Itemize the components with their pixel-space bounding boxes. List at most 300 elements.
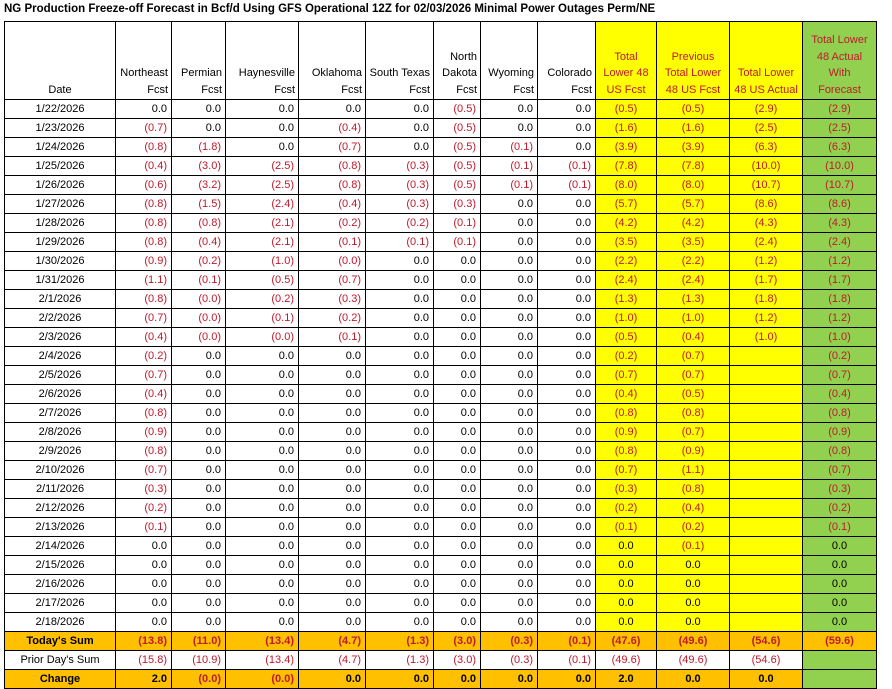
value-cell: 0.0 xyxy=(116,594,172,613)
value-cell: 0.0 xyxy=(538,385,596,404)
value-cell: 0.0 xyxy=(226,594,299,613)
value-cell: 0.0 xyxy=(366,100,434,119)
value-cell: 0.0 xyxy=(299,613,366,632)
value-cell: 0.0 xyxy=(366,442,434,461)
value-cell: 0.0 xyxy=(434,366,481,385)
value-cell: (1.0) xyxy=(657,309,730,328)
value-cell: 0.0 xyxy=(481,366,538,385)
value-cell: (13.4) xyxy=(226,651,299,670)
table-row xyxy=(5,404,877,423)
value-cell: 0.0 xyxy=(481,613,538,632)
value-cell: 0.0 xyxy=(538,195,596,214)
column-header: Total Lower 48 US Fcst xyxy=(596,22,657,100)
value-cell: 0.0 xyxy=(538,537,596,556)
row-label-cell: 2/16/2026 xyxy=(5,575,116,594)
value-cell: 0.0 xyxy=(538,309,596,328)
value-cell: (0.3) xyxy=(116,480,172,499)
value-cell: (0.7) xyxy=(803,461,877,480)
value-cell: 0.0 xyxy=(481,290,538,309)
value-cell: (1.3) xyxy=(366,632,434,651)
value-cell: 0.0 xyxy=(481,195,538,214)
value-cell: (2.4) xyxy=(226,195,299,214)
value-cell: 0.0 xyxy=(366,309,434,328)
value-cell: (0.2) xyxy=(116,347,172,366)
value-cell: 0.0 xyxy=(226,613,299,632)
value-cell: 0.0 xyxy=(538,480,596,499)
value-cell: (0.1) xyxy=(538,176,596,195)
value-cell: (0.2) xyxy=(172,252,226,271)
value-cell: 0.0 xyxy=(538,518,596,537)
value-cell xyxy=(730,347,803,366)
value-cell: (0.1) xyxy=(538,632,596,651)
value-cell: (10.9) xyxy=(172,651,226,670)
value-cell: (0.2) xyxy=(596,347,657,366)
value-cell: 0.0 xyxy=(366,556,434,575)
value-cell: 0.0 xyxy=(299,537,366,556)
value-cell: (2.2) xyxy=(657,252,730,271)
value-cell: 0.0 xyxy=(366,518,434,537)
value-cell: 0.0 xyxy=(366,670,434,689)
value-cell: 0.0 xyxy=(172,556,226,575)
value-cell: (3.0) xyxy=(172,157,226,176)
value-cell: 0.0 xyxy=(226,461,299,480)
value-cell: 0.0 xyxy=(481,404,538,423)
value-cell: (47.6) xyxy=(596,632,657,651)
value-cell: 0.0 xyxy=(116,537,172,556)
change-row xyxy=(5,670,877,689)
value-cell: (0.7) xyxy=(116,461,172,480)
value-cell: 0.0 xyxy=(538,138,596,157)
value-cell: 0.0 xyxy=(538,328,596,347)
value-cell: (0.6) xyxy=(116,176,172,195)
value-cell: 0.0 xyxy=(538,442,596,461)
value-cell: 0.0 xyxy=(481,442,538,461)
row-label-cell: Today's Sum xyxy=(5,632,116,651)
value-cell xyxy=(730,385,803,404)
value-cell: (0.3) xyxy=(299,290,366,309)
value-cell: 0.0 xyxy=(226,404,299,423)
value-cell: 0.0 xyxy=(481,385,538,404)
value-cell: (1.2) xyxy=(730,252,803,271)
value-cell: (2.4) xyxy=(730,233,803,252)
value-cell xyxy=(730,423,803,442)
value-cell: 0.0 xyxy=(226,556,299,575)
value-cell: 0.0 xyxy=(657,670,730,689)
row-label-cell: 2/4/2026 xyxy=(5,347,116,366)
value-cell: 0.0 xyxy=(366,594,434,613)
value-cell: (0.5) xyxy=(434,119,481,138)
value-cell: (8.6) xyxy=(730,195,803,214)
table-row xyxy=(5,233,877,252)
value-cell xyxy=(730,537,803,556)
value-cell: (0.8) xyxy=(657,480,730,499)
value-cell: (0.9) xyxy=(596,423,657,442)
value-cell: (0.3) xyxy=(481,632,538,651)
value-cell: 0.0 xyxy=(481,480,538,499)
value-cell: (7.8) xyxy=(657,157,730,176)
table-row xyxy=(5,537,877,556)
value-cell: (0.0) xyxy=(299,252,366,271)
row-label-cell: 1/27/2026 xyxy=(5,195,116,214)
value-cell: (0.7) xyxy=(803,366,877,385)
value-cell: 0.0 xyxy=(299,518,366,537)
value-cell: (0.5) xyxy=(657,385,730,404)
value-cell: 0.0 xyxy=(172,499,226,518)
value-cell: (0.5) xyxy=(434,176,481,195)
table-row xyxy=(5,366,877,385)
value-cell: (0.1) xyxy=(481,176,538,195)
value-cell: (0.9) xyxy=(116,252,172,271)
value-cell: (0.4) xyxy=(803,385,877,404)
value-cell: (0.4) xyxy=(657,328,730,347)
value-cell: (0.2) xyxy=(116,499,172,518)
table-row xyxy=(5,556,877,575)
value-cell: (0.8) xyxy=(116,290,172,309)
value-cell: 0.0 xyxy=(434,271,481,290)
value-cell: (2.2) xyxy=(596,252,657,271)
value-cell: (54.6) xyxy=(730,632,803,651)
value-cell: 0.0 xyxy=(366,271,434,290)
prior-day-sum-row xyxy=(5,651,877,670)
value-cell: 0.0 xyxy=(172,594,226,613)
value-cell: (0.1) xyxy=(299,233,366,252)
value-cell: 0.0 xyxy=(434,480,481,499)
value-cell: 0.0 xyxy=(538,100,596,119)
value-cell: (2.4) xyxy=(657,271,730,290)
value-cell: (4.3) xyxy=(803,214,877,233)
value-cell: (0.0) xyxy=(172,290,226,309)
value-cell: (1.6) xyxy=(596,119,657,138)
row-label-cell: 1/31/2026 xyxy=(5,271,116,290)
table-row xyxy=(5,594,877,613)
value-cell: 0.0 xyxy=(434,404,481,423)
value-cell: 0.0 xyxy=(299,347,366,366)
value-cell: 2.0 xyxy=(116,670,172,689)
row-label-cell: 2/14/2026 xyxy=(5,537,116,556)
value-cell: 0.0 xyxy=(481,100,538,119)
value-cell: 0.0 xyxy=(172,613,226,632)
value-cell: (1.3) xyxy=(657,290,730,309)
value-cell: (10.0) xyxy=(730,157,803,176)
value-cell: (0.3) xyxy=(366,157,434,176)
value-cell: 0.0 xyxy=(116,613,172,632)
value-cell: (0.3) xyxy=(803,480,877,499)
value-cell: 0.0 xyxy=(366,423,434,442)
value-cell: 0.0 xyxy=(538,613,596,632)
row-label-cell: 2/9/2026 xyxy=(5,442,116,461)
value-cell: (0.7) xyxy=(116,366,172,385)
value-cell: (3.5) xyxy=(657,233,730,252)
value-cell: (0.8) xyxy=(116,404,172,423)
value-cell: (3.0) xyxy=(434,651,481,670)
value-cell: 0.0 xyxy=(538,271,596,290)
value-cell: 0.0 xyxy=(538,119,596,138)
row-label-cell: 1/25/2026 xyxy=(5,157,116,176)
value-cell: 0.0 xyxy=(434,575,481,594)
value-cell: 0.0 xyxy=(299,442,366,461)
value-cell: (1.3) xyxy=(596,290,657,309)
value-cell: 0.0 xyxy=(481,537,538,556)
column-header: Wyoming Fcst xyxy=(481,22,538,100)
value-cell: (0.2) xyxy=(803,499,877,518)
column-header: Total Lower 48 Actual With Forecast xyxy=(803,22,877,100)
value-cell: 0.0 xyxy=(226,423,299,442)
column-header: Oklahoma Fcst xyxy=(299,22,366,100)
table-row xyxy=(5,100,877,119)
value-cell: 0.0 xyxy=(226,480,299,499)
value-cell: (10.7) xyxy=(730,176,803,195)
table-row xyxy=(5,119,877,138)
value-cell: (8.0) xyxy=(596,176,657,195)
table-row xyxy=(5,328,877,347)
value-cell: 0.0 xyxy=(538,670,596,689)
row-label-cell: Prior Day's Sum xyxy=(5,651,116,670)
value-cell: 0.0 xyxy=(803,575,877,594)
freeze-off-forecast-table xyxy=(4,21,877,689)
table-row xyxy=(5,214,877,233)
value-cell: 0.0 xyxy=(481,271,538,290)
value-cell: (0.4) xyxy=(116,157,172,176)
row-label-cell: 2/3/2026 xyxy=(5,328,116,347)
value-cell: (2.4) xyxy=(803,233,877,252)
table-row xyxy=(5,480,877,499)
value-cell: 0.0 xyxy=(172,347,226,366)
table-row xyxy=(5,461,877,480)
value-cell: (8.0) xyxy=(657,176,730,195)
value-cell: (1.8) xyxy=(172,138,226,157)
value-cell: 0.0 xyxy=(226,575,299,594)
value-cell xyxy=(730,594,803,613)
value-cell: 0.0 xyxy=(366,537,434,556)
value-cell: 0.0 xyxy=(226,100,299,119)
value-cell: (10.7) xyxy=(803,176,877,195)
table-row xyxy=(5,252,877,271)
value-cell: (0.7) xyxy=(596,461,657,480)
value-cell: (2.9) xyxy=(803,100,877,119)
value-cell: 0.0 xyxy=(226,518,299,537)
value-cell: (0.4) xyxy=(172,233,226,252)
value-cell: 0.0 xyxy=(226,366,299,385)
value-cell: 0.0 xyxy=(172,537,226,556)
value-cell: 0.0 xyxy=(538,214,596,233)
value-cell: 0.0 xyxy=(226,537,299,556)
row-label-cell: 1/22/2026 xyxy=(5,100,116,119)
value-cell xyxy=(730,480,803,499)
value-cell: (0.4) xyxy=(116,385,172,404)
value-cell xyxy=(730,499,803,518)
value-cell: (11.0) xyxy=(172,632,226,651)
row-label-cell: 2/2/2026 xyxy=(5,309,116,328)
value-cell: (0.1) xyxy=(803,518,877,537)
value-cell: 0.0 xyxy=(803,594,877,613)
value-cell: 0.0 xyxy=(299,499,366,518)
value-cell: 0.0 xyxy=(366,613,434,632)
value-cell: 0.0 xyxy=(366,385,434,404)
value-cell: 2.0 xyxy=(596,670,657,689)
value-cell: 0.0 xyxy=(172,404,226,423)
row-label-cell: 1/30/2026 xyxy=(5,252,116,271)
value-cell: (0.1) xyxy=(538,157,596,176)
value-cell xyxy=(803,651,877,670)
value-cell: (0.8) xyxy=(116,214,172,233)
value-cell: 0.0 xyxy=(366,138,434,157)
value-cell: 0.0 xyxy=(481,518,538,537)
row-label-cell: 2/17/2026 xyxy=(5,594,116,613)
value-cell: (0.4) xyxy=(657,499,730,518)
value-cell: (0.9) xyxy=(657,442,730,461)
value-cell: (5.7) xyxy=(657,195,730,214)
value-cell: 0.0 xyxy=(481,309,538,328)
value-cell: 0.0 xyxy=(538,233,596,252)
value-cell: (1.7) xyxy=(730,271,803,290)
value-cell: 0.0 xyxy=(657,575,730,594)
value-cell: 0.0 xyxy=(538,404,596,423)
value-cell: (0.7) xyxy=(116,309,172,328)
value-cell: 0.0 xyxy=(434,252,481,271)
value-cell: 0.0 xyxy=(116,100,172,119)
value-cell: 0.0 xyxy=(481,233,538,252)
value-cell: (1.7) xyxy=(803,271,877,290)
table-row xyxy=(5,423,877,442)
value-cell: 0.0 xyxy=(299,423,366,442)
value-cell: (0.5) xyxy=(434,100,481,119)
table-row xyxy=(5,385,877,404)
value-cell: 0.0 xyxy=(538,366,596,385)
value-cell: (1.2) xyxy=(803,309,877,328)
value-cell: 0.0 xyxy=(366,404,434,423)
value-cell: (0.2) xyxy=(596,499,657,518)
value-cell: 0.0 xyxy=(481,119,538,138)
value-cell: 0.0 xyxy=(657,613,730,632)
table-row xyxy=(5,157,877,176)
value-cell: (1.0) xyxy=(730,328,803,347)
row-label-cell: 2/18/2026 xyxy=(5,613,116,632)
value-cell: (0.8) xyxy=(299,157,366,176)
value-cell: 0.0 xyxy=(366,461,434,480)
value-cell: (0.3) xyxy=(366,195,434,214)
value-cell: (0.2) xyxy=(657,518,730,537)
value-cell: 0.0 xyxy=(172,575,226,594)
value-cell: (1.0) xyxy=(596,309,657,328)
value-cell: (4.2) xyxy=(596,214,657,233)
value-cell: (49.6) xyxy=(596,651,657,670)
value-cell: 0.0 xyxy=(538,252,596,271)
value-cell: (0.1) xyxy=(596,518,657,537)
value-cell: (0.8) xyxy=(657,404,730,423)
value-cell: 0.0 xyxy=(803,556,877,575)
value-cell: (0.5) xyxy=(434,138,481,157)
value-cell: 0.0 xyxy=(434,613,481,632)
value-cell: (0.1) xyxy=(116,518,172,537)
value-cell: (0.7) xyxy=(596,366,657,385)
column-header: Colorado Fcst xyxy=(538,22,596,100)
value-cell: 0.0 xyxy=(172,119,226,138)
value-cell: 0.0 xyxy=(172,366,226,385)
value-cell: 0.0 xyxy=(481,347,538,366)
value-cell: (0.8) xyxy=(299,176,366,195)
value-cell: (1.1) xyxy=(657,461,730,480)
value-cell xyxy=(730,518,803,537)
value-cell: (0.0) xyxy=(226,670,299,689)
row-label-cell: 1/23/2026 xyxy=(5,119,116,138)
value-cell: 0.0 xyxy=(366,480,434,499)
value-cell: 0.0 xyxy=(481,670,538,689)
value-cell: (1.5) xyxy=(172,195,226,214)
value-cell: 0.0 xyxy=(172,423,226,442)
value-cell: 0.0 xyxy=(596,594,657,613)
value-cell: (0.7) xyxy=(657,347,730,366)
value-cell: 0.0 xyxy=(596,613,657,632)
column-header: Previous Total Lower 48 US Fcst xyxy=(657,22,730,100)
value-cell: (0.5) xyxy=(226,271,299,290)
value-cell: 0.0 xyxy=(366,575,434,594)
value-cell: (0.1) xyxy=(481,157,538,176)
value-cell: 0.0 xyxy=(434,518,481,537)
table-row xyxy=(5,309,877,328)
row-label-cell: 2/13/2026 xyxy=(5,518,116,537)
row-label-cell: 2/5/2026 xyxy=(5,366,116,385)
value-cell: (0.1) xyxy=(299,328,366,347)
value-cell xyxy=(730,404,803,423)
value-cell: (2.1) xyxy=(226,233,299,252)
value-cell xyxy=(803,670,877,689)
value-cell: (0.1) xyxy=(538,651,596,670)
value-cell: 0.0 xyxy=(657,594,730,613)
value-cell: (0.8) xyxy=(116,138,172,157)
value-cell: (1.6) xyxy=(657,119,730,138)
value-cell: (2.4) xyxy=(596,271,657,290)
value-cell: (2.5) xyxy=(226,176,299,195)
column-header: Permian Fcst xyxy=(172,22,226,100)
value-cell: (4.7) xyxy=(299,651,366,670)
value-cell: (0.8) xyxy=(116,195,172,214)
value-cell: (0.2) xyxy=(226,290,299,309)
value-cell: 0.0 xyxy=(434,461,481,480)
value-cell: 0.0 xyxy=(434,442,481,461)
value-cell: (0.2) xyxy=(366,214,434,233)
row-label-cell: 2/11/2026 xyxy=(5,480,116,499)
value-cell: (5.7) xyxy=(596,195,657,214)
value-cell: 0.0 xyxy=(434,499,481,518)
value-cell: (3.9) xyxy=(657,138,730,157)
value-cell: (0.7) xyxy=(299,271,366,290)
value-cell: 0.0 xyxy=(538,461,596,480)
value-cell: (4.7) xyxy=(299,632,366,651)
value-cell: 0.0 xyxy=(481,556,538,575)
value-cell: (0.9) xyxy=(803,423,877,442)
value-cell xyxy=(730,575,803,594)
value-cell: (8.6) xyxy=(803,195,877,214)
value-cell: (54.6) xyxy=(730,651,803,670)
value-cell: 0.0 xyxy=(538,594,596,613)
value-cell: 0.0 xyxy=(538,499,596,518)
value-cell: 0.0 xyxy=(299,404,366,423)
value-cell: (0.8) xyxy=(172,214,226,233)
value-cell: (0.0) xyxy=(172,309,226,328)
value-cell: 0.0 xyxy=(299,594,366,613)
value-cell: (1.0) xyxy=(803,328,877,347)
value-cell: (3.9) xyxy=(596,138,657,157)
table-row xyxy=(5,442,877,461)
value-cell: (0.5) xyxy=(434,157,481,176)
value-cell: (0.8) xyxy=(596,404,657,423)
value-cell: 0.0 xyxy=(366,499,434,518)
value-cell: 0.0 xyxy=(434,290,481,309)
column-header: North Dakota Fcst xyxy=(434,22,481,100)
row-label-cell: Change xyxy=(5,670,116,689)
table-row xyxy=(5,518,877,537)
value-cell: 0.0 xyxy=(226,385,299,404)
